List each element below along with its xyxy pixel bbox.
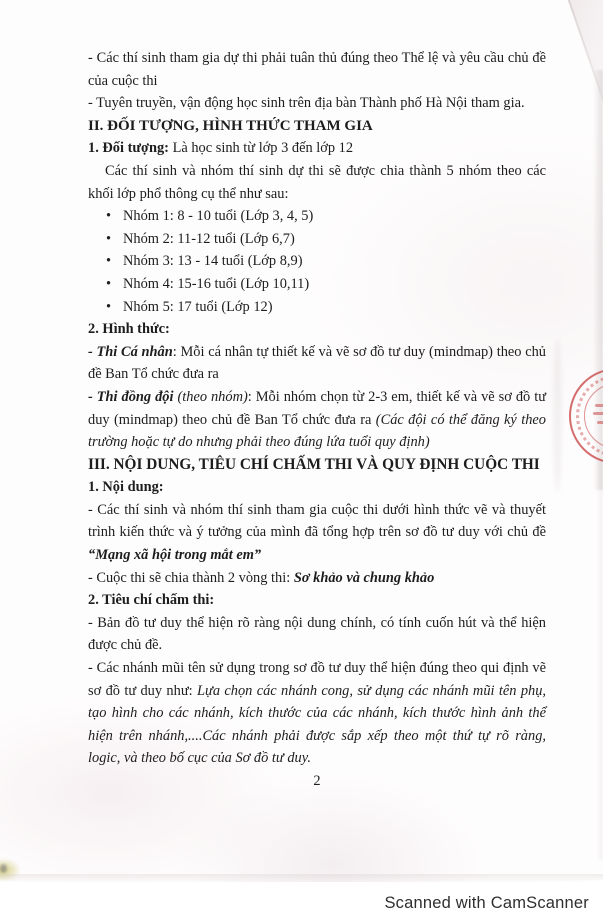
subject-label: 1. Đối tượng: bbox=[88, 140, 169, 157]
individual-colon: : bbox=[172, 343, 181, 360]
subject-text: Là học sinh từ lớp 3 đến lớp 12 bbox=[168, 140, 354, 157]
list-item bbox=[88, 296, 546, 319]
page-edge-shadow-lower bbox=[596, 460, 603, 860]
criteria-paragraph-2 bbox=[88, 657, 546, 770]
page-number: 2 bbox=[313, 773, 321, 789]
paper-crease bbox=[553, 338, 562, 493]
camscanner-footer bbox=[0, 882, 603, 920]
intro-paragraph-1: - Các thí sinh tham gia dự thi phải tuân thủ đúng theo Thể lệ và yêu cầu chủ đề của cuộc thi bbox=[88, 50, 546, 89]
content-paragraph: - Các thí sinh và nhóm thí sinh tham gia cuộc thi dưới hình thức vẽ và thuyết trình kiến thức và ý tưởng của mình đã tổng hợp trên sơ đồ tư duy với chủ đề bbox=[88, 501, 546, 541]
section-iii-heading: III. NỘI DUNG, TIÊU CHÍ CHẤM THI VÀ QUY ĐỊNH CUỘC THI bbox=[88, 455, 540, 473]
bullet-icon: • bbox=[106, 230, 112, 247]
list-item bbox=[88, 250, 546, 273]
team-label: - Thi đồng đội bbox=[88, 388, 178, 405]
intro-paragraph-2: - Tuyên truyền, vận động học sinh trên địa bàn Thành phố Hà Nội tham gia. bbox=[88, 95, 525, 112]
rounds-emphasis: Sơ khảo và chung khảo bbox=[293, 569, 435, 586]
criteria-2-text: - Các nhánh mũi tên sử dụng trong sơ đồ tư duy thể hiện đúng theo qui định vẽ sơ đồ tư duy như: bbox=[88, 660, 546, 699]
list-item bbox=[88, 273, 546, 296]
group-1: Nhóm 1: 8 - 10 tuổi (Lớp 3, 4, 5) bbox=[123, 208, 314, 225]
team-text: Mỗi nhóm chọn từ 2-3 em, thiết kế và vẽ sơ đồ tư duy (mindmap) theo chủ đề Ban Tổ chức đưa ra bbox=[88, 388, 546, 428]
individual-text: Mỗi cá nhân tự thiết kế và vẽ sơ đồ tư duy (mindmap) theo chủ đề Ban Tổ chức đưa ra bbox=[88, 343, 546, 383]
rounds-text: - Cuộc thi sẽ chia thành 2 vòng thi: bbox=[88, 569, 294, 586]
camscanner-watermark: Scanned with CamScanner bbox=[384, 894, 589, 912]
red-seal-stamp bbox=[569, 368, 603, 464]
stamp-text-mark bbox=[597, 421, 603, 424]
bullet-icon: • bbox=[106, 253, 112, 270]
scan-speck bbox=[0, 864, 7, 873]
bullet-icon: • bbox=[106, 298, 112, 315]
list-item bbox=[88, 205, 546, 228]
individual-label: - Thi Cá nhân bbox=[88, 343, 173, 360]
subject-line bbox=[88, 137, 546, 160]
team-label-note: (theo nhóm) bbox=[177, 388, 248, 405]
group-4: Nhóm 4: 15-16 tuổi (Lớp 10,11) bbox=[123, 275, 310, 292]
age-group-list bbox=[88, 205, 546, 318]
list-item bbox=[88, 228, 546, 251]
bullet-icon: • bbox=[106, 275, 112, 292]
section-ii-heading: II. ĐỐI TƯỢNG, HÌNH THỨC THAM GIA bbox=[88, 117, 373, 134]
group-2: Nhóm 2: 11-12 tuổi (Lớp 6,7) bbox=[123, 230, 295, 247]
individual-format-paragraph bbox=[88, 341, 546, 386]
group-5: Nhóm 5: 17 tuổi (Lớp 12) bbox=[123, 298, 273, 315]
criteria-label: 2. Tiêu chí chấm thi: bbox=[88, 592, 215, 609]
grouping-paragraph: Các thí sinh và nhóm thí sinh dự thi sẽ được chia thành 5 nhóm theo các khối lớp phổ thông cụ thể như sau: bbox=[88, 162, 546, 202]
format-label: 2. Hình thức: bbox=[88, 321, 170, 338]
criteria-2-emphasis: Lựa chọn các nhánh cong, sử dụng các nhánh mũi tên phụ, tạo hình cho các nhánh, kích thước của các nhánh, kích thước hình ảnh thể hiện trên nhánh,....Các nhánh phải được sắp xếp theo một thứ tự rõ ràng, logic, và theo bố cục của Sơ đồ tư duy. bbox=[88, 682, 547, 767]
bullet-icon: • bbox=[106, 208, 112, 225]
team-note: (Các đội có thể đăng ký theo trường hoặc tự do nhưng phải theo đúng lứa tuổi quy định) bbox=[88, 411, 546, 451]
document-body bbox=[88, 47, 546, 793]
theme-quote: “Mạng xã hội trong mắt em” bbox=[88, 547, 262, 564]
rounds-line bbox=[88, 567, 546, 590]
team-format-paragraph bbox=[88, 386, 546, 454]
criteria-paragraph-1: - Bản đồ tư duy thể hiện rõ ràng nội dung chính, có tính cuốn hút và thể hiện được chủ đề. bbox=[88, 614, 546, 654]
team-colon: : bbox=[247, 388, 256, 405]
stamp-text-mark bbox=[595, 404, 603, 407]
group-3: Nhóm 3: 13 - 14 tuổi (Lớp 8,9) bbox=[123, 253, 303, 270]
content-label: 1. Nội dung: bbox=[88, 479, 164, 496]
stamp-text-mark bbox=[593, 412, 603, 415]
